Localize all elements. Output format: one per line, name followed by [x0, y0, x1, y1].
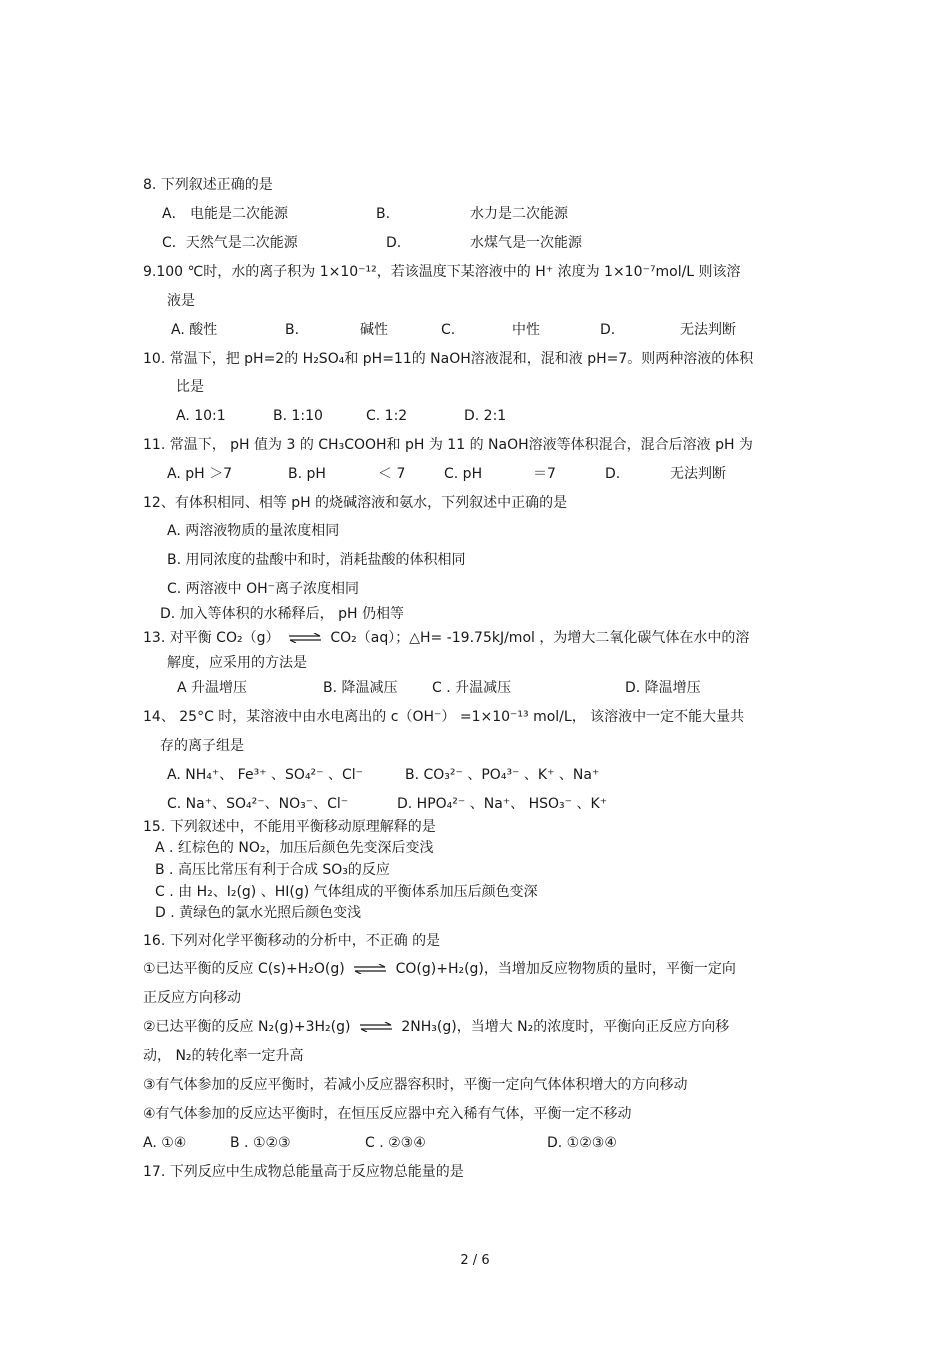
- q12-option-d: D. 加入等体积的水稀释后， pH 仍相等: [160, 606, 404, 622]
- q10-option-b: B. 1:10: [273, 408, 323, 424]
- q13-stem-cont: 解度，应采用的方法是: [167, 655, 307, 671]
- q10-option-a: A. 10:1: [176, 408, 226, 424]
- q9-option-b-label: B.: [285, 322, 300, 338]
- q14-stem-cont: 存的离子组是: [160, 738, 244, 754]
- q12-option-b: B. 用同浓度的盐酸中和时，消耗盐酸的体积相同: [167, 552, 466, 568]
- q13-option-d: D. 降温增压: [625, 680, 701, 696]
- q16-statement-1-cont: 正反应方向移动: [143, 990, 241, 1006]
- q8-option-a: A． 电能是二次能源: [162, 206, 289, 222]
- q15-option-a: A . 红棕色的 NO₂，加压后颜色先变深后变浅: [155, 840, 434, 856]
- q11-option-c-text: ＝7: [533, 466, 556, 482]
- q11-option-b-text: ＜ 7: [378, 466, 406, 482]
- q16-stem: 16. 下列对化学平衡移动的分析中，不正确 的是: [143, 933, 441, 949]
- q16-s1-part2: CO(g)+H₂(g)，当增加反应物物质的量时，平衡一定向: [395, 961, 736, 977]
- q14-option-c: C. Na⁺、SO₄²⁻、NO₃⁻、Cl⁻: [167, 796, 349, 812]
- q12-option-c: C. 两溶液中 OH⁻离子浓度相同: [167, 581, 360, 597]
- q11-option-d-label: D.: [605, 466, 621, 482]
- q14-option-a: A. NH₄⁺、 Fe³⁺ 、SO₄²⁻ 、Cl⁻: [167, 767, 364, 783]
- q9-option-c-label: C.: [441, 322, 456, 338]
- q16-option-c: C . ②③④: [365, 1135, 426, 1151]
- q16-statement-2-cont: 动， N₂的转化率一定升高: [143, 1048, 304, 1064]
- q8-option-b-text: 水力是二次能源: [470, 206, 568, 222]
- q9-option-a: A. 酸性: [171, 322, 218, 338]
- q10-option-c: C. 1:2: [366, 408, 408, 424]
- q13-stem-part2: CO₂（aq）；△H= -19.75kJ/mol ，为增大二氧化碳气体在水中的溶: [330, 630, 750, 646]
- q11-option-d-text: 无法判断: [670, 466, 726, 482]
- q10-stem-cont: 比是: [176, 379, 204, 395]
- equilibrium-arrow-icon: [288, 633, 322, 643]
- q16-s2-part1: ②已达平衡的反应 N₂(g)+3H₂(g): [143, 1019, 351, 1035]
- q14-stem: 14、 25°C 时，某溶液中由水电离出的 c（OH⁻） =1×10⁻¹³ mol/L， 该溶液中一定不能大量共: [143, 709, 745, 725]
- q15-option-d: D . 黄绿色的氯水光照后颜色变浅: [155, 905, 362, 921]
- q16-option-d: D. ①②③④: [547, 1135, 617, 1151]
- q14-option-b: B. CO₃²⁻ 、PO₄³⁻ 、K⁺ 、Na⁺: [405, 767, 600, 783]
- q9-stem: 9.100 ℃时，水的离子积为 1×10⁻¹²，若该温度下某溶液中的 H⁺ 浓度为 1×10⁻⁷mol/L 则该溶: [143, 264, 741, 280]
- q14-option-d: D. HPO₄²⁻ 、Na⁺、 HSO₃⁻ 、K⁺: [397, 796, 608, 812]
- q16-statement-3: ③有气体参加的反应平衡时，若减小反应器容积时，平衡一定向气体体积增大的方向移动: [143, 1077, 688, 1093]
- q10-option-d: D. 2:1: [464, 408, 507, 424]
- q11-option-a: A. pH ＞7: [167, 466, 233, 482]
- q13-stem-part1: 13. 对平衡 CO₂（g）: [143, 630, 280, 646]
- equilibrium-arrow-icon: [359, 1022, 393, 1032]
- q12-stem: 12、有体积相同、相等 pH 的烧碱溶液和氨水，下列叙述中正确的是: [143, 495, 568, 511]
- q15-option-b: B . 高压比常压有利于合成 SO₃的反应: [155, 862, 390, 878]
- q15-option-c: C . 由 H₂、I₂(g) 、HI(g) 气体组成的平衡体系加压后颜色变深: [155, 884, 538, 900]
- q8-option-d-text: 水煤气是一次能源: [470, 235, 582, 251]
- q10-stem: 10. 常温下，把 pH=2的 H₂SO₄和 pH=11的 NaOH溶液混和，混和液 pH=7。则两种溶液的体积: [143, 351, 754, 367]
- q16-statement-2: [143, 1018, 729, 1036]
- q16-option-a: A. ①④: [143, 1135, 187, 1151]
- q11-stem: 11. 常温下， pH 值为 3 的 CH₃COOH和 pH 为 11 的 NaOH溶液等体积混合，混合后溶液 pH 为: [143, 437, 753, 453]
- q16-s1-part1: ①已达平衡的反应 C(s)+H₂O(g): [143, 961, 345, 977]
- q13-option-b: B. 降温减压: [323, 680, 398, 696]
- q9-option-d-text: 无法判断: [680, 322, 736, 338]
- q16-s2-part2: 2NH₃(g)，当增大 N₂的浓度时，平衡向正反应方向移: [401, 1019, 730, 1035]
- q8-option-d-label: D.: [386, 235, 402, 251]
- q9-option-d-label: D.: [600, 322, 616, 338]
- q16-statement-4: ④有气体参加的反应达平衡时，在恒压反应器中充入稀有气体，平衡一定不移动: [143, 1106, 632, 1122]
- q12-option-a: A. 两溶液物质的量浓度相同: [167, 523, 340, 539]
- q16-statement-1: [143, 960, 736, 978]
- q17-stem: 17. 下列反应中生成物总能量高于反应物总能量的是: [143, 1164, 464, 1180]
- page-number: 2 / 6: [460, 1253, 490, 1268]
- q8-option-c: C．天然气是二次能源: [162, 235, 298, 251]
- q15-stem: 15. 下列叙述中，不能用平衡移动原理解释的是: [143, 819, 436, 835]
- q11-option-b-label: B. pH: [288, 466, 326, 482]
- q8-option-b-label: B.: [376, 206, 391, 222]
- q16-option-b: B . ①②③: [230, 1135, 291, 1151]
- equilibrium-arrow-icon: [353, 964, 387, 974]
- q13-stem: [143, 629, 749, 647]
- q9-option-b-text: 碱性: [360, 322, 388, 338]
- q8-stem: 8. 下列叙述正确的是: [143, 177, 273, 193]
- q13-option-a: A 升温增压: [177, 680, 248, 696]
- q11-option-c-label: C. pH: [444, 466, 483, 482]
- q13-option-c: C . 升温减压: [432, 680, 512, 696]
- q9-option-c-text: 中性: [512, 322, 540, 338]
- q9-stem-cont: 液是: [167, 293, 195, 309]
